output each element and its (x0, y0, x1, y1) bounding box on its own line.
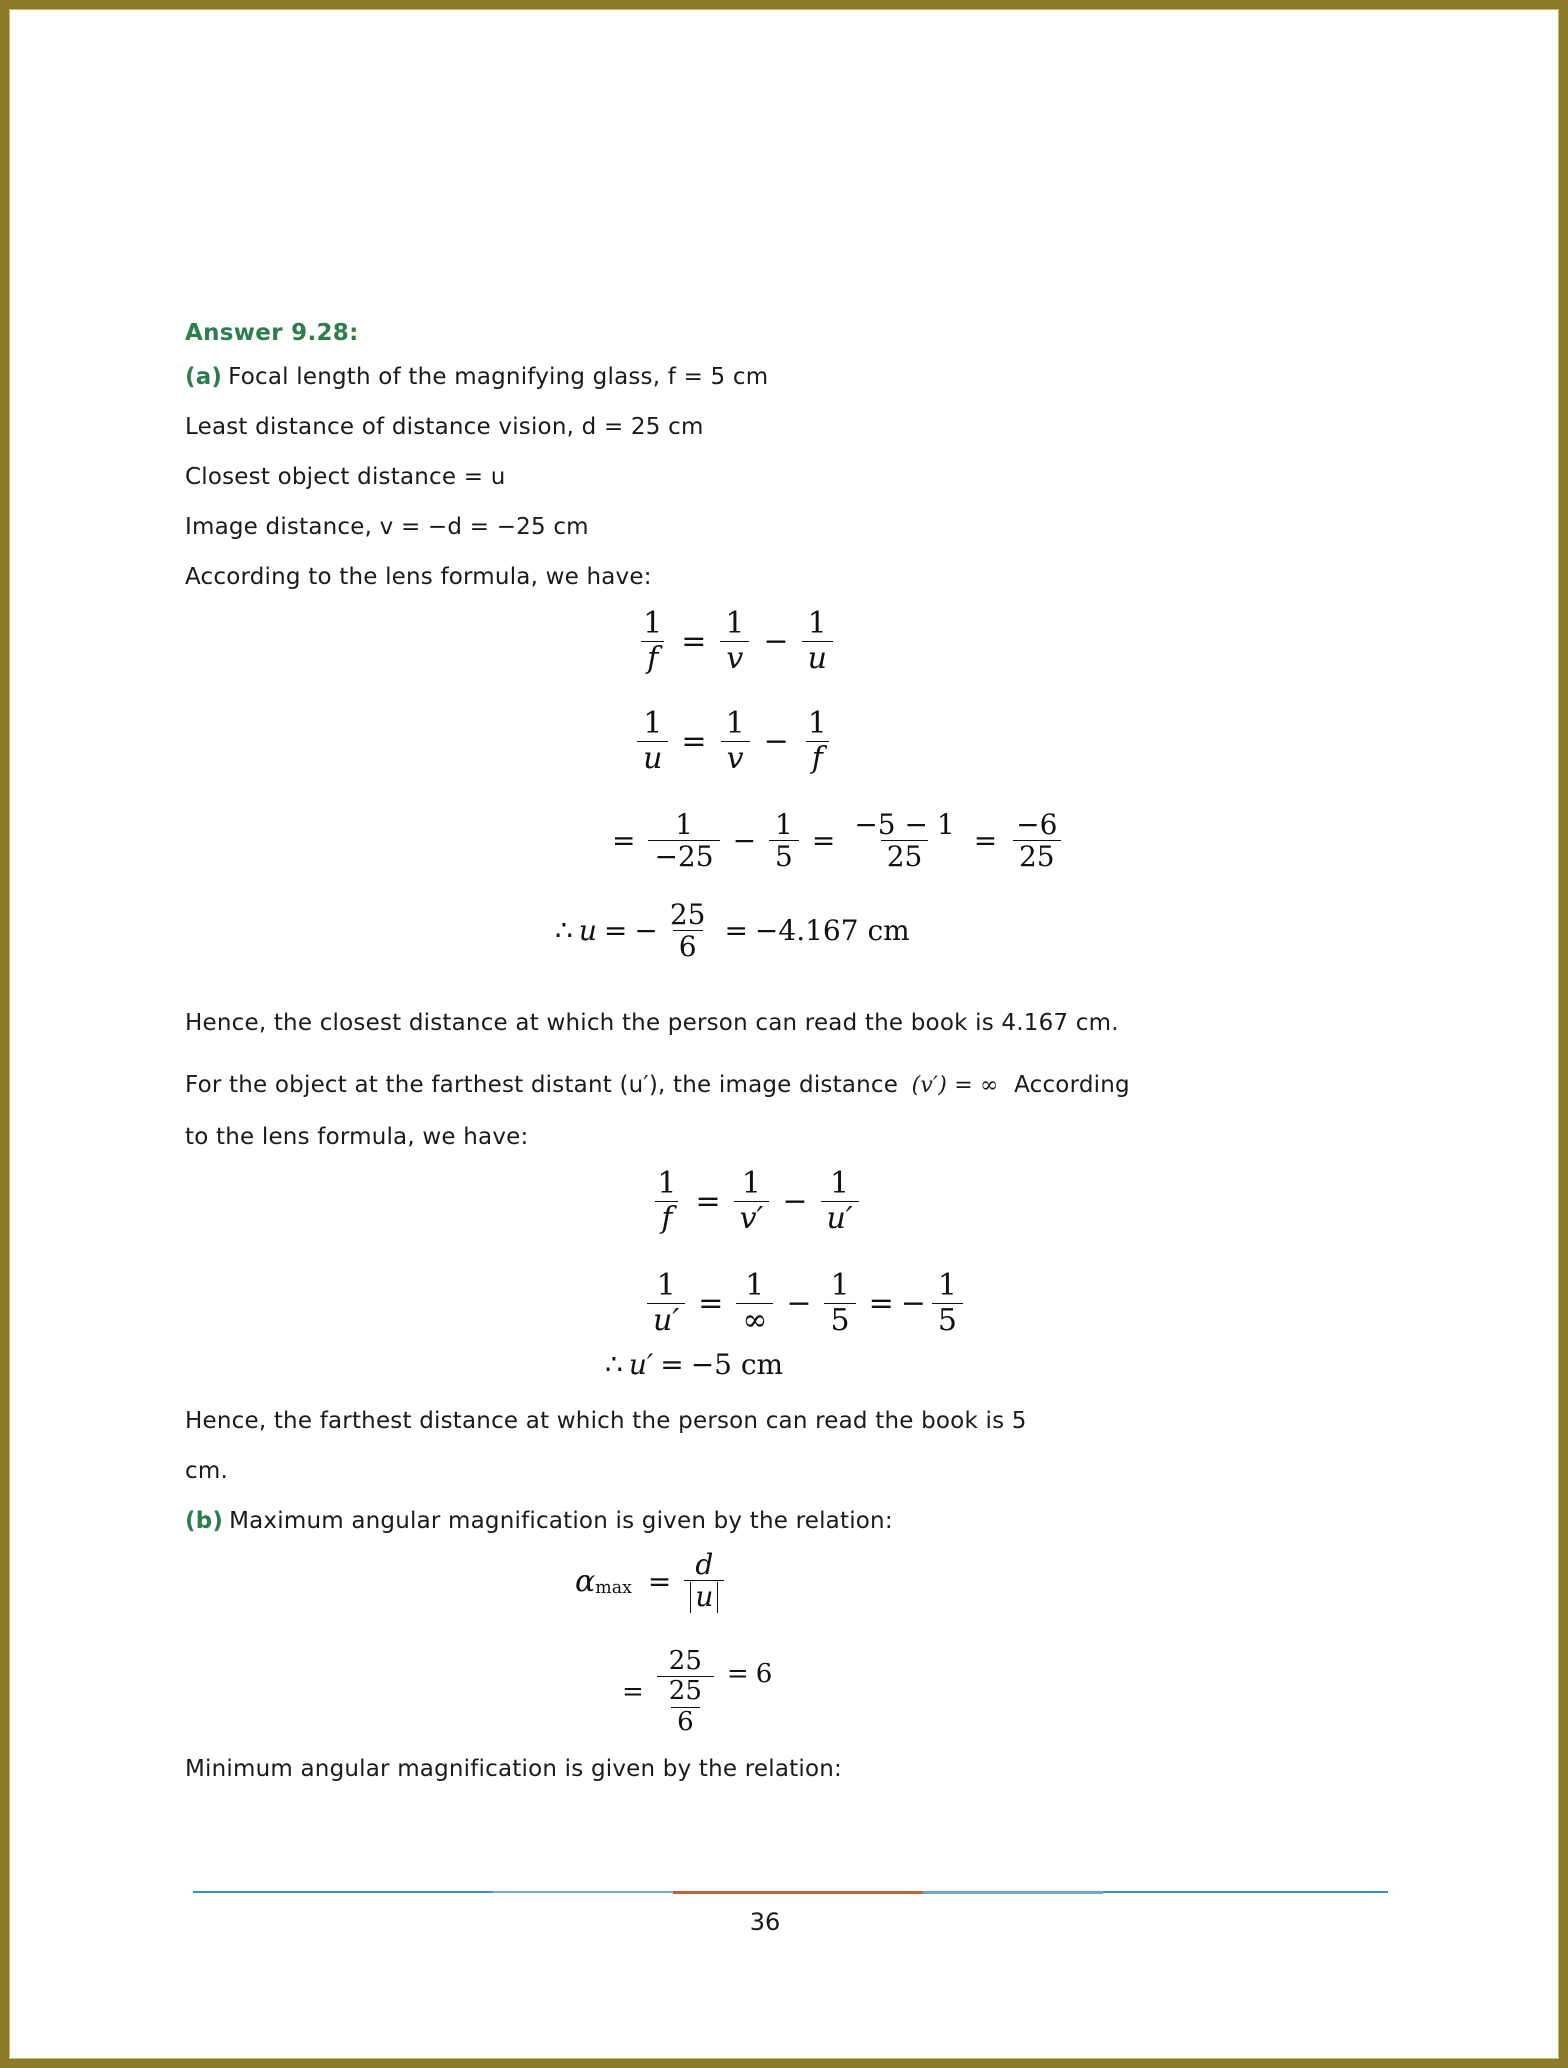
page-frame (9, 9, 1559, 2059)
eq7-var: u′ (628, 1348, 654, 1381)
equation-5 (565, 1168, 945, 1234)
eq2-lhs-num: 1 (643, 706, 663, 741)
eq6-minus: − (786, 1285, 812, 1321)
eq1-t2-num: 1 (807, 606, 827, 641)
eq9-equals: = (622, 1676, 644, 1707)
line-image-distance: Image distance, v = −d = −25 cm (185, 514, 589, 540)
equation-6 (565, 1270, 1045, 1336)
eq3-equals-3: = (973, 824, 998, 858)
eq1-t1-den: v (720, 641, 749, 675)
eq8-alpha-symbol: α (575, 1564, 596, 1600)
eq6-t2-num: 1 (830, 1268, 850, 1303)
eq1-minus: − (763, 623, 789, 659)
line-lens-formula-intro: According to the lens formula, we have: (185, 564, 652, 590)
eq6-t1-num: 1 (745, 1268, 765, 1303)
eq5-t2-num: 1 (830, 1166, 850, 1201)
equation-4 (555, 900, 1115, 962)
eq4-num: 25 (669, 898, 706, 931)
eq2-t2-num: 1 (807, 706, 827, 741)
eq9-num: 25 (668, 1646, 702, 1676)
eq5-minus: − (782, 1183, 808, 1219)
line-farthest-intro (185, 1072, 1325, 1098)
eq3-t2-den: 5 (769, 840, 799, 871)
line-farthest-intro-3: to the lens formula, we have: (185, 1124, 529, 1150)
line-farthest-conclusion-1: Hence, the farthest distance at which the person can read the book is 5 (185, 1408, 1027, 1434)
eq6-lhs-den: u′ (647, 1303, 685, 1337)
footer-divider (193, 1890, 1378, 1895)
eq3-minus: − (732, 824, 757, 858)
equation-9 (615, 1648, 1035, 1736)
equation-8 (575, 1550, 975, 1613)
eq4-equals: = (603, 914, 628, 948)
eq3-t3-num: −5 − 1 (854, 808, 955, 841)
eq8-den: u (690, 1582, 718, 1613)
line-focal-length (185, 364, 768, 390)
eq4-therefore: ∴ (555, 914, 573, 948)
eq5-equals: = (695, 1183, 721, 1219)
eq6-t2-den: 5 (824, 1303, 855, 1337)
eq8-num: d (695, 1548, 714, 1581)
eq4-equals-2: = (724, 914, 748, 948)
equation-1 (555, 608, 915, 674)
page-number: 36 (749, 1908, 781, 1936)
eq2-equals: = (681, 723, 707, 759)
max-magnification-text: Maximum angular magnification is given by the relation: (229, 1508, 893, 1534)
line-least-distance: Least distance of distance vision, d = 25 cm (185, 414, 704, 440)
eq1-equals: = (681, 623, 707, 659)
eq9-den-den: 6 (671, 1707, 700, 1736)
eq7-result: −5 cm (690, 1348, 784, 1381)
eq3-t1-den: −25 (648, 840, 719, 871)
eq9-result: 6 (755, 1658, 773, 1689)
eq1-lhs-num: 1 (643, 606, 663, 641)
eq6-t1-den: ∞ (736, 1303, 773, 1337)
eq2-t1-num: 1 (725, 706, 745, 741)
focal-length-text: Focal length of the magnifying glass, f = 5 cm (228, 364, 769, 390)
eq3-t2-num: 1 (775, 808, 793, 841)
eq1-lhs-den: f (641, 641, 664, 675)
eq6-t3-num: 1 (937, 1268, 957, 1303)
farthest-intro-text-2: According (1014, 1072, 1130, 1098)
eq4-result: −4.167 cm (754, 914, 910, 948)
eq5-t1-num: 1 (741, 1166, 762, 1201)
eq3-t3-den: 25 (881, 840, 929, 871)
line-max-magnification (185, 1508, 893, 1534)
eq5-t2-den: u′ (821, 1201, 859, 1235)
page-content (185, 10, 1345, 2058)
eq4-sign: − (634, 914, 658, 948)
eq9-equals-2: = (726, 1658, 749, 1689)
eq8-equals: = (647, 1565, 672, 1599)
equation-2 (555, 708, 915, 774)
eq5-lhs-den: f (655, 1201, 678, 1235)
eq2-lhs-den: u (637, 741, 668, 775)
part-b-label: (b) (185, 1508, 224, 1534)
eq9-den-num: 25 (668, 1676, 702, 1707)
farthest-intro-inline-math: (v′) = ∞ (911, 1073, 999, 1098)
eq2-t2-den: f (806, 741, 829, 775)
eq4-den: 6 (673, 930, 703, 961)
line-closest-conclusion: Hence, the closest distance at which the person can read the book is 4.167 cm. (185, 1010, 1119, 1036)
eq4-var: u (578, 914, 597, 948)
eq6-lhs-num: 1 (656, 1268, 676, 1303)
eq3-equals: = (612, 824, 636, 858)
eq6-sign: − (900, 1285, 926, 1321)
eq1-t1-num: 1 (725, 606, 745, 641)
eq8-subscript: max (595, 1577, 632, 1598)
equation-7 (605, 1348, 965, 1381)
eq3-t4-den: 25 (1013, 840, 1061, 871)
eq5-t1-den: v′ (734, 1201, 770, 1235)
eq3-equals-2: = (811, 824, 836, 858)
answer-heading: Answer 9.28: (185, 320, 359, 346)
eq6-equals: = (698, 1285, 724, 1321)
eq5-lhs-num: 1 (657, 1166, 677, 1201)
eq3-t1-num: 1 (675, 808, 693, 841)
line-closest-object: Closest object distance = u (185, 464, 506, 490)
eq1-t2-den: u (802, 641, 833, 675)
line-min-magnification: Minimum angular magnification is given by the relation: (185, 1756, 842, 1782)
eq7-therefore: ∴ (605, 1348, 623, 1381)
eq6-equals-2: = (868, 1285, 894, 1321)
eq3-t4-num: −6 (1016, 808, 1058, 841)
eq2-minus: − (763, 723, 789, 759)
eq2-t1-den: v (721, 741, 750, 775)
eq7-equals: = (660, 1348, 684, 1381)
equation-3 (605, 810, 1225, 872)
eq6-t3-den: 5 (932, 1303, 963, 1337)
farthest-intro-text-1: For the object at the farthest distant (u′), the image distance (185, 1072, 899, 1098)
line-farthest-conclusion-2: cm. (185, 1458, 228, 1484)
part-a-label: (a) (185, 364, 223, 390)
